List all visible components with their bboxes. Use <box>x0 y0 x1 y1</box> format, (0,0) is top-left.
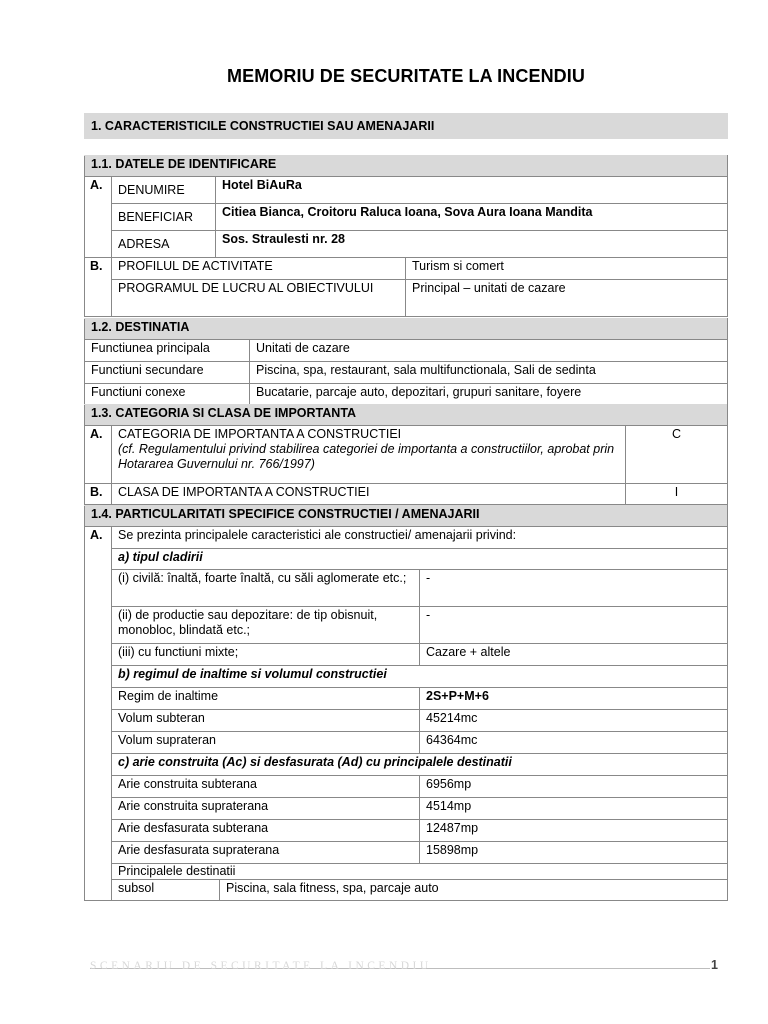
subsection-title: b) regimul de inaltime si volumul constructiei <box>112 666 728 688</box>
identification-table <box>84 155 728 317</box>
field-label: PROFILUL DE ACTIVITATE <box>112 258 406 280</box>
row-label-b: B. <box>85 258 112 317</box>
destination-table <box>84 318 728 406</box>
area-value: 15898mp <box>420 842 728 864</box>
section-1-2-header: 1.2. DESTINATIA <box>85 319 728 340</box>
area-label: Arie desfasurata supraterana <box>112 842 420 864</box>
row-label-a: A. <box>85 177 112 258</box>
section-1-3-header: 1.3. CATEGORIA SI CLASA DE IMPORTANTA <box>85 405 728 426</box>
field-value: Hotel BiAuRa <box>216 177 728 204</box>
function-label: Functiuni conexe <box>85 384 250 406</box>
subsection-title: a) tipul cladirii <box>112 549 728 570</box>
function-value: Bucatarie, parcaje auto, depozitari, grupuri sanitare, foyere <box>250 384 728 406</box>
height-volume-value: 45214mc <box>420 710 728 732</box>
function-label: Functiunea principala <box>85 340 250 362</box>
section-1-4-header: 1.4. PARTICULARITATI SPECIFICE CONSTRUCTIEI / AMENAJARII <box>85 506 728 527</box>
field-label: PROGRAMUL DE LUCRU AL OBIECTIVULUI <box>112 280 406 317</box>
area-label: Arie construita subterana <box>112 776 420 798</box>
height-volume-label: Regim de inaltime <box>112 688 420 710</box>
regulation-note: (cf. Regulamentului privind stabilirea categoriei de importanta a constructiilor, aprobat prin Hotararea Guvernului nr. 766/1997) <box>118 442 615 471</box>
area-label: Arie desfasurata subterana <box>112 820 420 842</box>
height-volume-label: Volum suprateran <box>112 732 420 754</box>
field-label: BENEFICIAR <box>112 204 216 231</box>
function-label: Functiuni secundare <box>85 362 250 384</box>
page-title: MEMORIU DE SECURITATE LA INCENDIU <box>227 66 585 86</box>
importance-category-value: C <box>626 426 728 484</box>
field-value: Principal – unitati de cazare <box>406 280 728 317</box>
area-value: 12487mp <box>420 820 728 842</box>
row-label-b: B. <box>85 484 112 505</box>
field-value: Turism si comert <box>406 258 728 280</box>
destinations-title: Principalele destinatii <box>112 864 728 880</box>
area-value: 6956mp <box>420 776 728 798</box>
building-type-label: (iii) cu functiuni mixte; <box>112 644 420 666</box>
subsection-title: c) arie construita (Ac) si desfasurata (Ad) cu principalele destinatii <box>112 754 728 776</box>
field-value: Sos. Straulesti nr. 28 <box>216 231 728 258</box>
row-label-a: A. <box>85 426 112 484</box>
floor-label: subsol <box>112 880 220 901</box>
row-label-a: A. <box>85 527 112 901</box>
building-type-label: (ii) de productie sau depozitare: de tip obisnuit, monobloc, blindată etc.; <box>112 607 420 644</box>
field-label: ADRESA <box>112 231 216 258</box>
section-heading: 1. CARACTERISTICILE CONSTRUCTIEI SAU AMENAJARII <box>84 113 728 139</box>
floor-destination: Piscina, sala fitness, spa, parcaje auto <box>220 880 728 901</box>
importance-class-label: CLASA DE IMPORTANTA A CONSTRUCTIEI <box>112 484 626 505</box>
height-volume-value: 64364mc <box>420 732 728 754</box>
section-1-1-header: 1.1. DATELE DE IDENTIFICARE <box>85 156 728 177</box>
importance-class-value: I <box>626 484 728 505</box>
building-type-value: Cazare + altele <box>420 644 728 666</box>
building-type-value: - <box>420 570 728 607</box>
importance-table <box>84 404 728 505</box>
particularities-table <box>84 505 728 901</box>
building-type-value: - <box>420 607 728 644</box>
building-type-label: (i) civilă: înaltă, foarte înaltă, cu săli aglomerate etc.; <box>112 570 420 607</box>
footer-title: SCENARIU DE SECURITATE LA INCENDIU <box>90 960 432 972</box>
field-label: DENUMIRE <box>112 177 216 204</box>
height-volume-value: 2S+P+M+6 <box>420 688 728 710</box>
function-value: Unitati de cazare <box>250 340 728 362</box>
field-value: Citiea Bianca, Croitoru Raluca Ioana, Sova Aura Ioana Mandita <box>216 204 728 231</box>
importance-category-label: CATEGORIA DE IMPORTANTA A CONSTRUCTIEI <box>118 427 402 441</box>
intro-text: Se prezinta principalele caracteristici ale constructiei/ amenajarii privind: <box>112 527 728 549</box>
page-number: 1 <box>711 958 718 972</box>
function-value: Piscina, spa, restaurant, sala multifunctionala, Sali de sedinta <box>250 362 728 384</box>
importance-category-cell <box>112 426 626 484</box>
height-volume-label: Volum subteran <box>112 710 420 732</box>
area-value: 4514mp <box>420 798 728 820</box>
area-label: Arie construita supraterana <box>112 798 420 820</box>
